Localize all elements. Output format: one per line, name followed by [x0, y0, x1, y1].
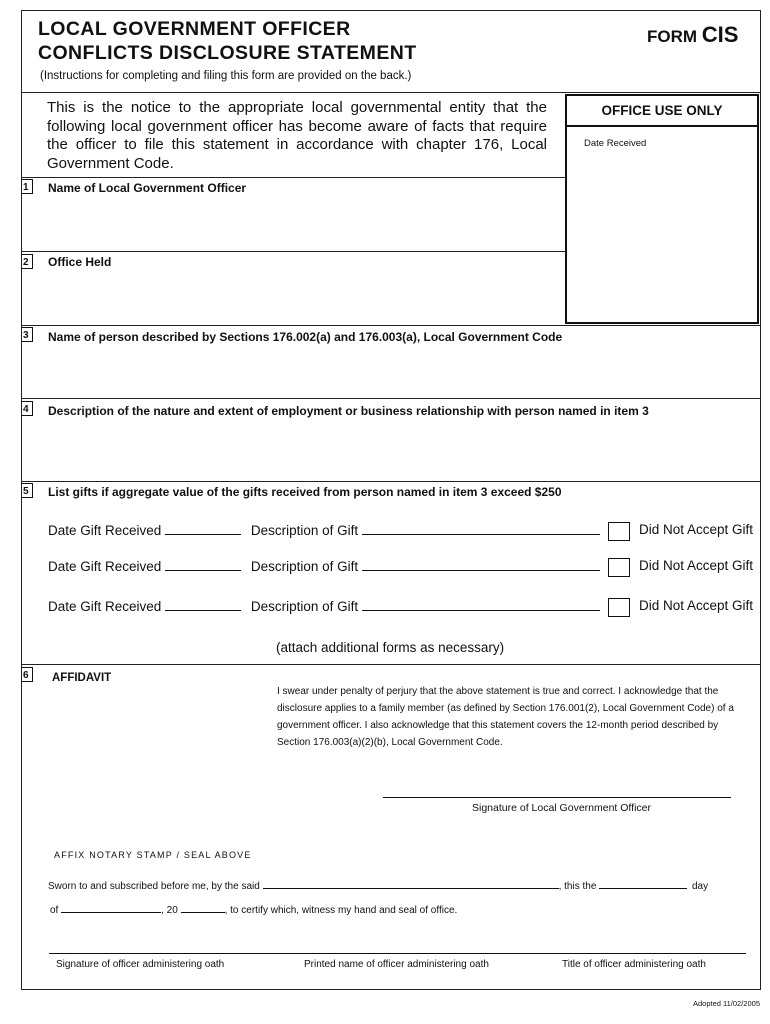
section-number-3: 3: [21, 327, 33, 342]
year-prefix: , 20: [161, 905, 178, 916]
of-prefix: of: [50, 905, 59, 916]
did-not-accept-label: Did Not Accept Gift: [639, 522, 754, 537]
admin-printed-name-label: Printed name of officer administering oath: [304, 959, 489, 970]
attach-note: (attach additional forms as necessary): [276, 640, 505, 655]
year-field[interactable]: [181, 903, 225, 913]
date-gift-label: Date Gift Received: [48, 559, 162, 574]
notary-stamp-note: AFFIX NOTARY STAMP / SEAL ABOVE: [54, 850, 252, 860]
gift-row: [48, 558, 600, 574]
description-gift-label: Description of Gift: [250, 523, 359, 538]
affidavit-heading: AFFIDAVIT: [52, 672, 112, 684]
notice-text: This is the notice to the appropriate local governmental entity that the following local government officer has become aware of facts that require the officer to file this statement in accordance with chapter 176, Local Government Code.: [47, 99, 547, 172]
form-code: [647, 22, 738, 48]
month-field[interactable]: [61, 903, 161, 913]
sworn-mid: , this the: [558, 881, 597, 892]
title-line-1: LOCAL GOVERNMENT OFFICER: [38, 18, 351, 40]
sworn-statement: [48, 879, 708, 892]
relationship-label: Description of the nature and extent of employment or business relationship with person named in item 3: [48, 404, 649, 418]
did-not-accept-label: Did Not Accept Gift: [639, 598, 754, 613]
officer-signature-line[interactable]: [383, 797, 731, 798]
person-name-label: Name of person described by Sections 176.002(a) and 176.003(a), Local Government Code: [48, 330, 563, 344]
notice-divider: [21, 177, 565, 178]
title-line-2: CONFLICTS DISCLOSURE STATEMENT: [38, 42, 417, 64]
office-use-title: OFFICE USE ONLY: [567, 96, 757, 127]
section-3-divider: [21, 398, 761, 399]
did-not-accept-checkbox[interactable]: [608, 598, 630, 617]
did-not-accept-label: Did Not Accept Gift: [639, 558, 754, 573]
did-not-accept-checkbox[interactable]: [608, 558, 630, 577]
form-title: [38, 17, 417, 65]
form-code-value: CIS: [701, 22, 739, 47]
date-gift-field[interactable]: [165, 522, 241, 535]
sworn-day-field[interactable]: [599, 879, 687, 889]
gift-row: [48, 522, 600, 538]
date-gift-field[interactable]: [165, 598, 241, 611]
officer-name-label: Name of Local Government Officer: [48, 181, 247, 195]
section-2-divider: [21, 325, 761, 326]
description-gift-field[interactable]: [362, 558, 600, 571]
instructions-note: (Instructions for completing and filing this form are provided on the back.): [40, 70, 412, 82]
description-gift-label: Description of Gift: [250, 599, 359, 614]
adopted-date: Adopted 11/02/2005: [692, 999, 760, 1008]
admin-signature-label: Signature of officer administering oath: [56, 959, 225, 970]
gift-row: [48, 598, 600, 614]
section-5-divider: [21, 664, 761, 665]
section-number-6: 6: [21, 667, 33, 682]
office-use-box: [565, 94, 759, 324]
did-not-accept-checkbox[interactable]: [608, 522, 630, 541]
section-number-4: 4: [21, 401, 33, 416]
certify-statement: [50, 903, 457, 916]
section-1-divider: [21, 251, 565, 252]
administering-officer-line[interactable]: [49, 953, 746, 954]
admin-title-label: Title of officer administering oath: [562, 959, 706, 970]
section-number-5: 5: [21, 483, 33, 498]
date-gift-field[interactable]: [165, 558, 241, 571]
description-gift-label: Description of Gift: [250, 559, 359, 574]
form-prefix: FORM: [647, 27, 698, 46]
gifts-label: List gifts if aggregate value of the gifts received from person named in item 3 exceed $250: [48, 485, 562, 499]
sworn-name-field[interactable]: [263, 879, 559, 889]
description-gift-field[interactable]: [362, 598, 600, 611]
officer-signature-label: Signature of Local Government Officer: [472, 802, 651, 814]
date-gift-label: Date Gift Received: [48, 599, 162, 614]
section-number-2: 2: [21, 254, 33, 269]
affidavit-text: I swear under penalty of perjury that the above statement is true and correct. I acknowledge that the disclosure applies to a family member (as defined by Section 176.001(2), Local Government Code) of a government officer. I also acknowledge that this statement covers the 12-month period described by Section 176.003(a)(2)(b), Local Government Code.: [277, 686, 734, 748]
date-received-label: Date Received: [584, 138, 647, 149]
office-held-label: Office Held: [48, 255, 112, 269]
section-4-divider: [21, 481, 761, 482]
certify-suffix: , to certify which, witness my hand and seal of office.: [224, 905, 458, 916]
header-divider: [21, 92, 761, 93]
sworn-prefix: Sworn to and subscribed before me, by the said: [48, 881, 260, 892]
description-gift-field[interactable]: [362, 522, 600, 535]
sworn-suffix: day: [691, 881, 709, 892]
section-number-1: 1: [21, 179, 33, 194]
date-gift-label: Date Gift Received: [48, 523, 162, 538]
